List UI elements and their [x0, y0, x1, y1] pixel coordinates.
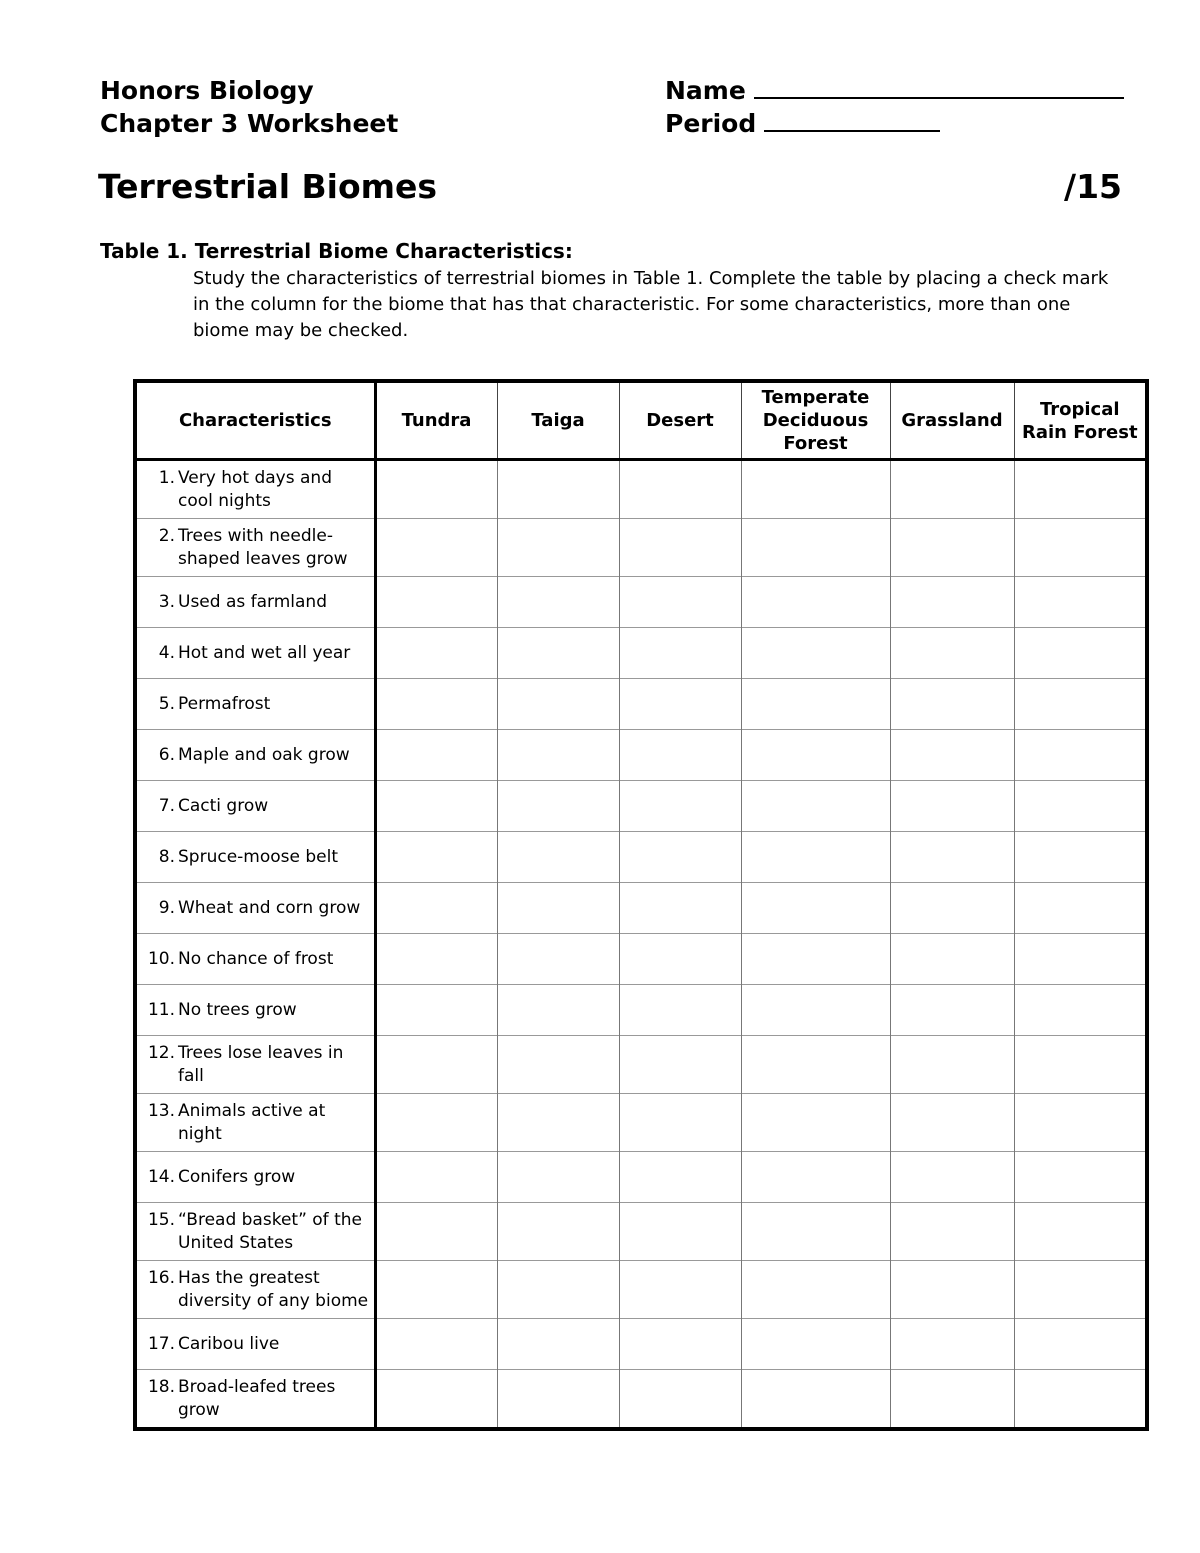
row-number: 18.: [147, 1376, 175, 1397]
check-cell[interactable]: [497, 460, 619, 519]
check-cell[interactable]: [497, 832, 619, 883]
characteristic-text: Broad-leafed trees grow: [178, 1376, 336, 1420]
characteristic-cell: [135, 1036, 375, 1094]
check-cell[interactable]: [890, 519, 1014, 577]
check-cell[interactable]: [890, 934, 1014, 985]
table-row: [135, 934, 1147, 985]
column-header: Taiga: [497, 381, 619, 460]
name-label: Name: [665, 76, 746, 105]
name-row: [665, 74, 1124, 107]
chapter-title: Chapter 3 Worksheet: [100, 109, 399, 138]
table-row: [135, 1094, 1147, 1152]
row-number: 9.: [158, 897, 175, 918]
table-row: [135, 519, 1147, 577]
check-cell[interactable]: [741, 1036, 890, 1094]
characteristic-item: [145, 1100, 370, 1146]
characteristic-item: [145, 591, 370, 614]
characteristic-cell: [135, 883, 375, 934]
characteristic-item: [145, 467, 370, 513]
period-field[interactable]: [764, 108, 940, 132]
check-cell[interactable]: [619, 832, 741, 883]
check-cell[interactable]: [619, 460, 741, 519]
course-header: [100, 74, 398, 140]
check-cell[interactable]: [497, 1094, 619, 1152]
check-cell[interactable]: [890, 1094, 1014, 1152]
check-cell[interactable]: [375, 1370, 497, 1430]
check-cell[interactable]: [497, 628, 619, 679]
check-cell[interactable]: [619, 934, 741, 985]
check-cell[interactable]: [1014, 679, 1147, 730]
column-header: Desert: [619, 381, 741, 460]
characteristic-cell: [135, 679, 375, 730]
name-field[interactable]: [754, 75, 1124, 99]
characteristic-text: Conifers grow: [178, 1166, 296, 1187]
characteristic-text: Animals active at night: [178, 1100, 326, 1144]
characteristic-cell: [135, 781, 375, 832]
characteristic-text: Permafrost: [178, 693, 271, 714]
check-cell[interactable]: [890, 883, 1014, 934]
check-cell[interactable]: [497, 883, 619, 934]
table-row: [135, 730, 1147, 781]
row-number: 11.: [147, 999, 175, 1020]
characteristic-item: [145, 795, 370, 818]
characteristic-item: [145, 948, 370, 971]
check-cell[interactable]: [741, 832, 890, 883]
characteristic-text: Cacti grow: [178, 795, 269, 816]
check-cell[interactable]: [497, 519, 619, 577]
column-header: Temperate Deciduous Forest: [741, 381, 890, 460]
table-row: [135, 781, 1147, 832]
check-cell[interactable]: [1014, 1036, 1147, 1094]
check-cell[interactable]: [1014, 628, 1147, 679]
characteristic-text: Caribou live: [178, 1333, 280, 1354]
check-cell[interactable]: [890, 985, 1014, 1036]
check-cell[interactable]: [619, 679, 741, 730]
check-cell[interactable]: [375, 781, 497, 832]
check-cell[interactable]: [741, 985, 890, 1036]
characteristic-text: No chance of frost: [178, 948, 334, 969]
table-row: [135, 985, 1147, 1036]
table-row: [135, 1152, 1147, 1203]
check-cell[interactable]: [497, 1261, 619, 1319]
characteristic-text: Very hot days and cool nights: [178, 467, 332, 511]
check-cell[interactable]: [619, 1094, 741, 1152]
characteristic-item: [145, 693, 370, 716]
instructions: Study the characteristics of terrestrial biomes in Table 1. Complete the table by placing a check mark in the column for the biome that has that characteristic. For some characteristics, more than one biome may be checked.: [193, 268, 1109, 341]
check-cell[interactable]: [741, 1094, 890, 1152]
row-number: 5.: [158, 693, 175, 714]
characteristic-text: “Bread basket” of the United States: [178, 1209, 362, 1253]
check-cell[interactable]: [890, 577, 1014, 628]
column-header: Characteristics: [135, 381, 375, 460]
check-cell[interactable]: [375, 1319, 497, 1370]
characteristic-item: [145, 846, 370, 869]
check-cell[interactable]: [741, 1203, 890, 1261]
check-cell[interactable]: [497, 1152, 619, 1203]
characteristic-text: Wheat and corn grow: [178, 897, 361, 918]
check-cell[interactable]: [890, 1152, 1014, 1203]
row-number: 7.: [158, 795, 175, 816]
characteristic-item: [145, 1209, 370, 1255]
check-cell[interactable]: [1014, 781, 1147, 832]
check-cell[interactable]: [741, 1152, 890, 1203]
check-cell[interactable]: [619, 577, 741, 628]
check-cell[interactable]: [619, 730, 741, 781]
row-number: 6.: [158, 744, 175, 765]
check-cell[interactable]: [890, 1261, 1014, 1319]
characteristic-cell: [135, 934, 375, 985]
table-row: [135, 1261, 1147, 1319]
check-cell[interactable]: [890, 1370, 1014, 1430]
check-cell[interactable]: [741, 1319, 890, 1370]
check-cell[interactable]: [497, 1370, 619, 1430]
check-cell[interactable]: [741, 628, 890, 679]
check-cell[interactable]: [619, 985, 741, 1036]
check-cell[interactable]: [1014, 985, 1147, 1036]
check-cell[interactable]: [375, 1261, 497, 1319]
check-cell[interactable]: [619, 781, 741, 832]
check-cell[interactable]: [619, 883, 741, 934]
characteristic-cell: [135, 628, 375, 679]
row-number: 2.: [158, 525, 175, 546]
check-cell[interactable]: [741, 679, 890, 730]
check-cell[interactable]: [1014, 1203, 1147, 1261]
characteristic-item: [145, 744, 370, 767]
table-row: [135, 628, 1147, 679]
characteristic-item: [145, 1042, 370, 1088]
check-cell[interactable]: [1014, 1370, 1147, 1430]
check-cell[interactable]: [890, 1319, 1014, 1370]
check-cell[interactable]: [497, 781, 619, 832]
check-cell[interactable]: [1014, 1094, 1147, 1152]
characteristic-cell: [135, 985, 375, 1036]
table-row: [135, 1203, 1147, 1261]
check-cell[interactable]: [497, 1319, 619, 1370]
check-cell[interactable]: [619, 519, 741, 577]
check-cell[interactable]: [619, 1203, 741, 1261]
characteristic-cell: [135, 1152, 375, 1203]
check-cell[interactable]: [890, 781, 1014, 832]
table-caption: Table 1. Terrestrial Biome Characteristics:: [100, 239, 573, 263]
period-label: Period: [665, 109, 757, 138]
characteristic-cell: [135, 460, 375, 519]
check-cell[interactable]: [741, 577, 890, 628]
row-number: 3.: [158, 591, 175, 612]
check-cell[interactable]: [1014, 1261, 1147, 1319]
check-cell[interactable]: [497, 1203, 619, 1261]
check-cell[interactable]: [375, 460, 497, 519]
row-number: 8.: [158, 846, 175, 867]
check-cell[interactable]: [741, 1261, 890, 1319]
row-number: 13.: [147, 1100, 175, 1121]
characteristic-cell: [135, 730, 375, 781]
check-cell[interactable]: [497, 577, 619, 628]
table-row: [135, 460, 1147, 519]
check-cell[interactable]: [890, 628, 1014, 679]
check-cell[interactable]: [375, 730, 497, 781]
check-cell[interactable]: [375, 1152, 497, 1203]
characteristic-text: No trees grow: [178, 999, 297, 1020]
check-cell[interactable]: [619, 1319, 741, 1370]
check-cell[interactable]: [890, 832, 1014, 883]
characteristic-cell: [135, 1370, 375, 1430]
characteristic-cell: [135, 1203, 375, 1261]
course-title: Honors Biology: [100, 76, 314, 105]
check-cell[interactable]: [741, 519, 890, 577]
check-cell[interactable]: [1014, 730, 1147, 781]
check-cell[interactable]: [741, 730, 890, 781]
check-cell[interactable]: [375, 679, 497, 730]
check-cell[interactable]: [741, 934, 890, 985]
check-cell[interactable]: [619, 1036, 741, 1094]
table-row: [135, 1319, 1147, 1370]
characteristic-item: [145, 1166, 370, 1189]
column-header: Tundra: [375, 381, 497, 460]
column-header: Grassland: [890, 381, 1014, 460]
table-row: [135, 1370, 1147, 1430]
column-header: Tropical Rain Forest: [1014, 381, 1147, 460]
characteristic-item: [145, 1333, 370, 1356]
check-cell[interactable]: [890, 679, 1014, 730]
characteristic-text: Maple and oak grow: [178, 744, 350, 765]
page-title: Terrestrial Biomes: [98, 167, 438, 206]
characteristic-text: Trees with needle-shaped leaves grow: [178, 525, 348, 569]
check-cell[interactable]: [1014, 832, 1147, 883]
check-cell[interactable]: [375, 1036, 497, 1094]
check-cell[interactable]: [741, 781, 890, 832]
check-cell[interactable]: [619, 1152, 741, 1203]
table-row: [135, 1036, 1147, 1094]
check-cell[interactable]: [375, 832, 497, 883]
row-number: 10.: [147, 948, 175, 969]
check-cell[interactable]: [375, 1203, 497, 1261]
check-cell[interactable]: [497, 730, 619, 781]
check-cell[interactable]: [1014, 460, 1147, 519]
check-cell[interactable]: [619, 628, 741, 679]
biome-table: [133, 379, 1149, 1431]
check-cell[interactable]: [375, 577, 497, 628]
characteristic-text: Has the greatest diversity of any biome: [178, 1267, 369, 1311]
row-number: 12.: [147, 1042, 175, 1063]
check-cell[interactable]: [375, 628, 497, 679]
header-row: [135, 381, 1147, 460]
characteristic-text: Trees lose leaves in fall: [178, 1042, 344, 1086]
check-cell[interactable]: [1014, 934, 1147, 985]
check-cell[interactable]: [619, 1370, 741, 1430]
characteristic-cell: [135, 519, 375, 577]
check-cell[interactable]: [1014, 883, 1147, 934]
characteristic-item: [145, 897, 370, 920]
student-info: [665, 74, 1124, 140]
row-number: 4.: [158, 642, 175, 663]
check-cell[interactable]: [1014, 577, 1147, 628]
table-row: [135, 832, 1147, 883]
table-row: [135, 577, 1147, 628]
characteristic-item: [145, 1376, 370, 1422]
check-cell[interactable]: [497, 1036, 619, 1094]
check-cell[interactable]: [741, 883, 890, 934]
characteristic-item: [145, 1267, 370, 1313]
check-cell[interactable]: [890, 730, 1014, 781]
check-cell[interactable]: [375, 934, 497, 985]
check-cell[interactable]: [497, 679, 619, 730]
check-cell[interactable]: [890, 460, 1014, 519]
check-cell[interactable]: [375, 519, 497, 577]
characteristic-cell: [135, 577, 375, 628]
characteristic-cell: [135, 1261, 375, 1319]
table-row: [135, 679, 1147, 730]
check-cell[interactable]: [1014, 1152, 1147, 1203]
table-row: [135, 883, 1147, 934]
check-cell[interactable]: [497, 934, 619, 985]
row-number: 16.: [147, 1267, 175, 1288]
characteristic-text: Used as farmland: [178, 591, 327, 612]
characteristic-item: [145, 642, 370, 665]
period-row: [665, 107, 1124, 140]
check-cell[interactable]: [375, 883, 497, 934]
characteristic-item: [145, 525, 370, 571]
check-cell[interactable]: [890, 1036, 1014, 1094]
characteristic-text: Hot and wet all year: [178, 642, 351, 663]
score-total: /15: [1064, 167, 1122, 206]
check-cell[interactable]: [741, 1370, 890, 1430]
check-cell[interactable]: [375, 985, 497, 1036]
characteristic-cell: [135, 832, 375, 883]
check-cell[interactable]: [890, 1203, 1014, 1261]
check-cell[interactable]: [497, 985, 619, 1036]
row-number: 14.: [147, 1166, 175, 1187]
characteristic-cell: [135, 1094, 375, 1152]
check-cell[interactable]: [619, 1261, 741, 1319]
characteristic-cell: [135, 1319, 375, 1370]
characteristic-text: Spruce-moose belt: [178, 846, 339, 867]
row-number: 1.: [158, 467, 175, 488]
check-cell[interactable]: [1014, 519, 1147, 577]
check-cell[interactable]: [375, 1094, 497, 1152]
row-number: 17.: [147, 1333, 175, 1354]
row-number: 15.: [147, 1209, 175, 1230]
characteristic-item: [145, 999, 370, 1022]
check-cell[interactable]: [1014, 1319, 1147, 1370]
check-cell[interactable]: [741, 460, 890, 519]
